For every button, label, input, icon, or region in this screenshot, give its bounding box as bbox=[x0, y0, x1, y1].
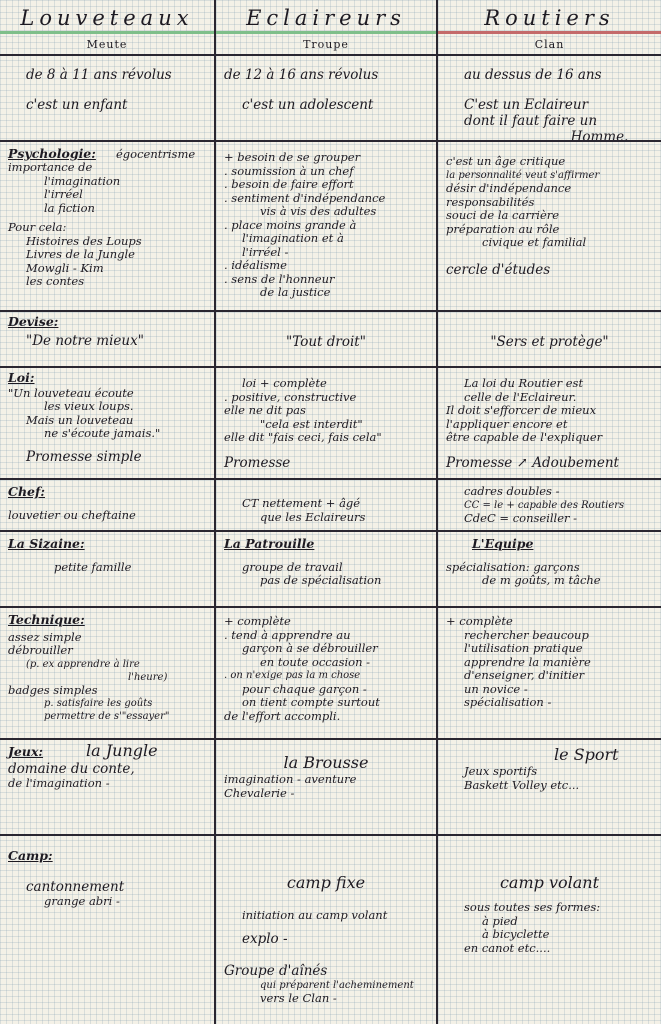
technique-text: l'utilisation pratique bbox=[464, 641, 583, 655]
technique-text: badges simples bbox=[8, 682, 98, 697]
technique-text: l'heure) bbox=[128, 671, 168, 683]
row-label-loi: Loi: bbox=[8, 370, 35, 385]
psychologie-text: importance de bbox=[8, 160, 93, 174]
psychologie-cell-routiers bbox=[438, 152, 661, 310]
psychologie-text: la fiction bbox=[44, 200, 95, 215]
psychologie-text: responsabilités bbox=[446, 194, 535, 209]
groupe-text: pas de spécialisation bbox=[260, 573, 382, 587]
technique-text: spécialisation - bbox=[464, 695, 552, 709]
psychologie-cell-louveteaux bbox=[0, 144, 214, 310]
camp-text: sous toutes ses formes: bbox=[464, 900, 601, 914]
psychologie-text: Histoires des Loups bbox=[26, 233, 142, 248]
camp-text: qui préparent l'acheminement bbox=[260, 979, 414, 991]
camp-text: à pied bbox=[482, 913, 518, 928]
age-text: au dessus de 16 ans bbox=[464, 67, 602, 83]
psychologie-text: l'imagination bbox=[44, 173, 121, 188]
psychologie-text: l'irréel bbox=[44, 187, 83, 201]
loi-text: Il doit s'efforcer de mieux bbox=[446, 403, 597, 417]
technique-text: garçon à se débrouiller bbox=[242, 641, 378, 655]
psychologie-text: c'est un âge critique bbox=[446, 154, 566, 168]
camp-text: à bicyclette bbox=[482, 927, 550, 941]
chef-cell-eclaireurs bbox=[216, 494, 436, 530]
age-text: C'est un Eclaireur bbox=[464, 97, 589, 113]
devise-cell-louveteaux bbox=[0, 312, 214, 366]
technique-text: débrouiller bbox=[8, 643, 73, 657]
camp-title: camp fixe bbox=[286, 873, 366, 892]
age-text: c'est un adolescent bbox=[242, 97, 374, 113]
camp-text: explo - bbox=[242, 930, 288, 947]
row-label-psychologie: Psychologie: bbox=[8, 146, 96, 161]
psychologie-text: désir d'indépendance bbox=[446, 181, 572, 195]
age-text: dont il faut faire un bbox=[464, 113, 598, 129]
technique-text: en toute occasion - bbox=[260, 654, 371, 669]
row-divider-chef bbox=[0, 530, 661, 532]
psychologie-text: la personnalité veut s'affirmer bbox=[446, 169, 600, 181]
age-text: de 12 à 16 ans révolus bbox=[224, 67, 379, 83]
technique-text: . on n'exige pas la m chose bbox=[224, 670, 361, 681]
row-divider-age bbox=[0, 140, 661, 142]
technique-cell-routiers bbox=[438, 612, 661, 738]
jeux-text: imagination - aventure bbox=[224, 772, 357, 786]
jeux-text: Baskett Volley etc... bbox=[464, 777, 580, 792]
loi-text: être capable de l'expliquer bbox=[446, 430, 603, 444]
psychologie-text: cercle d'études bbox=[446, 261, 551, 278]
groupe-text: spécialisation: garçons bbox=[446, 559, 580, 574]
loi-text: Promesse simple bbox=[26, 448, 142, 465]
technique-text: + complète bbox=[446, 614, 513, 628]
row-divider-header bbox=[0, 54, 661, 56]
chef-cell-routiers bbox=[438, 482, 661, 530]
jeux-text: domaine du conte, bbox=[8, 760, 135, 777]
psychologie-text: . sentiment d'indépendance bbox=[224, 190, 386, 205]
psychologie-text: . besoin de faire effort bbox=[224, 177, 354, 191]
row-label-equipe: L'Equipe bbox=[472, 536, 534, 551]
chef-text: que les Eclaireurs bbox=[260, 509, 366, 524]
loi-cell-eclaireurs bbox=[216, 374, 436, 478]
loi-text: elle dit "fais ceci, fais cela" bbox=[224, 430, 382, 444]
age-cell-eclaireurs bbox=[216, 58, 436, 140]
technique-text: de l'effort accompli. bbox=[224, 708, 341, 723]
column-subtitle-meute: Meute bbox=[86, 38, 128, 51]
row-divider-loi bbox=[0, 478, 661, 480]
technique-text: p. satisfaire les goûts bbox=[44, 698, 153, 709]
psychologie-text: . sens de l'honneur bbox=[224, 271, 335, 286]
technique-text: (p. ex apprendre à lire bbox=[26, 658, 140, 670]
column-subtitle-troupe: Troupe bbox=[303, 38, 349, 51]
groupe-text: petite famille bbox=[54, 559, 132, 574]
row-divider-jeux bbox=[0, 834, 661, 836]
loi-text: "cela est interdit" bbox=[260, 416, 363, 431]
devise-cell-routiers bbox=[438, 312, 661, 366]
camp-text: cantonnement bbox=[26, 878, 125, 895]
psychologie-text: souci de la carrière bbox=[446, 208, 560, 222]
psychologie-text: Livres de la Jungle bbox=[26, 247, 135, 261]
loi-text: elle ne dit pas bbox=[224, 403, 306, 417]
loi-text: Promesse bbox=[224, 454, 291, 471]
psychologie-text: les contes bbox=[26, 274, 85, 288]
jeux-text: Chevalerie - bbox=[224, 785, 295, 800]
camp-cell-eclaireurs bbox=[216, 838, 436, 1024]
camp-text: en canot etc.... bbox=[464, 940, 551, 955]
psychologie-text: . place moins grande à bbox=[224, 217, 357, 232]
devise-text: "Sers et protège" bbox=[490, 334, 609, 350]
psychologie-text: vis à vis des adultes bbox=[260, 204, 377, 218]
row-divider-technique bbox=[0, 738, 661, 740]
psychologie-text: égocentrisme bbox=[116, 146, 196, 161]
technique-text: pour chaque garçon - bbox=[242, 681, 367, 696]
chef-text: CT nettement + âgé bbox=[242, 496, 361, 510]
psychologie-text: + besoin de se grouper bbox=[224, 150, 361, 164]
row-divider-groupe bbox=[0, 606, 661, 608]
age-cell-louveteaux bbox=[0, 58, 214, 140]
technique-cell-louveteaux bbox=[0, 610, 214, 738]
loi-text: celle de l'Eclaireur. bbox=[464, 389, 577, 404]
technique-text: d'enseigner, d'initier bbox=[464, 668, 585, 682]
groupe-text: de m goûts, m tâche bbox=[482, 573, 601, 587]
technique-text: assez simple bbox=[8, 629, 82, 644]
age-text: de 8 à 11 ans révolus bbox=[26, 67, 172, 83]
age-text: Homme. bbox=[570, 129, 629, 140]
technique-text: apprendre la manière bbox=[464, 654, 591, 669]
loi-text: "Un louveteau écoute bbox=[8, 385, 134, 400]
camp-text: initiation au camp volant bbox=[242, 908, 388, 922]
row-label-jeux: Jeux: bbox=[8, 744, 44, 759]
technique-text: on tient compte surtout bbox=[242, 695, 380, 709]
psychologie-text: l'irréel - bbox=[242, 244, 289, 259]
loi-text: les vieux loups. bbox=[44, 399, 134, 413]
jeux-cell-louveteaux bbox=[0, 742, 214, 834]
loi-cell-louveteaux bbox=[0, 368, 214, 478]
camp-text: grange abri - bbox=[44, 893, 120, 908]
camp-cell-louveteaux bbox=[0, 838, 214, 1024]
loi-text: l'appliquer encore et bbox=[446, 416, 568, 431]
technique-cell-eclaireurs bbox=[216, 612, 436, 738]
age-cell-routiers bbox=[438, 58, 661, 140]
psychologie-text: Pour cela: bbox=[8, 220, 67, 234]
jeux-cell-eclaireurs bbox=[216, 742, 436, 834]
psychologie-text: . idéalisme bbox=[224, 258, 287, 272]
jeux-title: le Sport bbox=[554, 745, 619, 764]
jeux-text: Jeux sportifs bbox=[464, 764, 538, 778]
row-label-chef: Chef: bbox=[8, 484, 45, 499]
psychologie-text: Mowgli - Kim bbox=[26, 260, 104, 275]
chef-text: louvetier ou cheftaine bbox=[8, 507, 136, 522]
row-label-camp: Camp: bbox=[8, 848, 53, 863]
jeux-cell-routiers bbox=[438, 742, 661, 834]
chef-text: CdeC = conseiller - bbox=[464, 511, 578, 525]
technique-text: permettre de s'"essayer" bbox=[44, 711, 170, 722]
groupe-text: groupe de travail bbox=[242, 559, 343, 574]
psychologie-text: préparation au rôle bbox=[446, 221, 560, 236]
loi-text: Mais un louveteau bbox=[26, 412, 134, 427]
row-label-patrouille: La Patrouille bbox=[224, 536, 315, 551]
loi-text: . positive, constructive bbox=[224, 389, 357, 404]
devise-cell-eclaireurs bbox=[216, 312, 436, 366]
camp-text: vers le Clan - bbox=[260, 991, 337, 1005]
psychologie-text: civique et familial bbox=[482, 235, 587, 249]
row-label-devise: Devise: bbox=[8, 314, 59, 329]
camp-cell-routiers bbox=[438, 838, 661, 1024]
chef-text: CC = le + capable des Routiers bbox=[464, 499, 625, 511]
devise-text: "De notre mieux" bbox=[26, 332, 144, 349]
technique-text: . tend à apprendre au bbox=[224, 627, 351, 642]
technique-text: rechercher beaucoup bbox=[464, 627, 589, 642]
age-text: c'est un enfant bbox=[26, 97, 128, 113]
column-subtitle-clan: Clan bbox=[534, 38, 565, 51]
loi-text: ne s'écoute jamais." bbox=[44, 426, 161, 440]
chef-cell-louveteaux bbox=[0, 482, 214, 530]
technique-text: un novice - bbox=[464, 681, 528, 696]
psychologie-text: . soumission à un chef bbox=[224, 163, 354, 178]
technique-text: + complète bbox=[224, 614, 291, 628]
camp-title: camp volant bbox=[499, 873, 600, 892]
column-title-eclaireurs: Eclaireurs bbox=[246, 6, 406, 30]
jeux-text: de l'imagination - bbox=[8, 775, 110, 790]
jeux-title: la Brousse bbox=[283, 753, 369, 772]
groupe-cell-routiers bbox=[438, 534, 661, 606]
row-label-technique: Technique: bbox=[8, 612, 85, 627]
column-title-louveteaux: Louveteaux bbox=[20, 6, 194, 30]
groupe-cell-louveteaux bbox=[0, 534, 214, 606]
devise-text: "Tout droit" bbox=[286, 334, 366, 350]
column-title-routiers: Routiers bbox=[484, 6, 615, 30]
jeux-title: la Jungle bbox=[86, 742, 158, 760]
loi-text: Promesse ↗ Adoubement bbox=[446, 454, 619, 471]
groupe-cell-eclaireurs bbox=[216, 534, 436, 606]
row-label-sizaine: La Sizaine: bbox=[8, 536, 85, 551]
chef-text: cadres doubles - bbox=[464, 484, 560, 498]
psychologie-cell-eclaireurs bbox=[216, 148, 436, 310]
loi-cell-routiers bbox=[438, 374, 661, 478]
loi-text: loi + complète bbox=[242, 376, 327, 390]
psychologie-text: l'imagination et à bbox=[242, 231, 344, 245]
psychologie-text: de la justice bbox=[260, 285, 331, 299]
loi-text: La loi du Routier est bbox=[464, 376, 584, 390]
camp-text: Groupe d'aînés bbox=[224, 962, 328, 979]
